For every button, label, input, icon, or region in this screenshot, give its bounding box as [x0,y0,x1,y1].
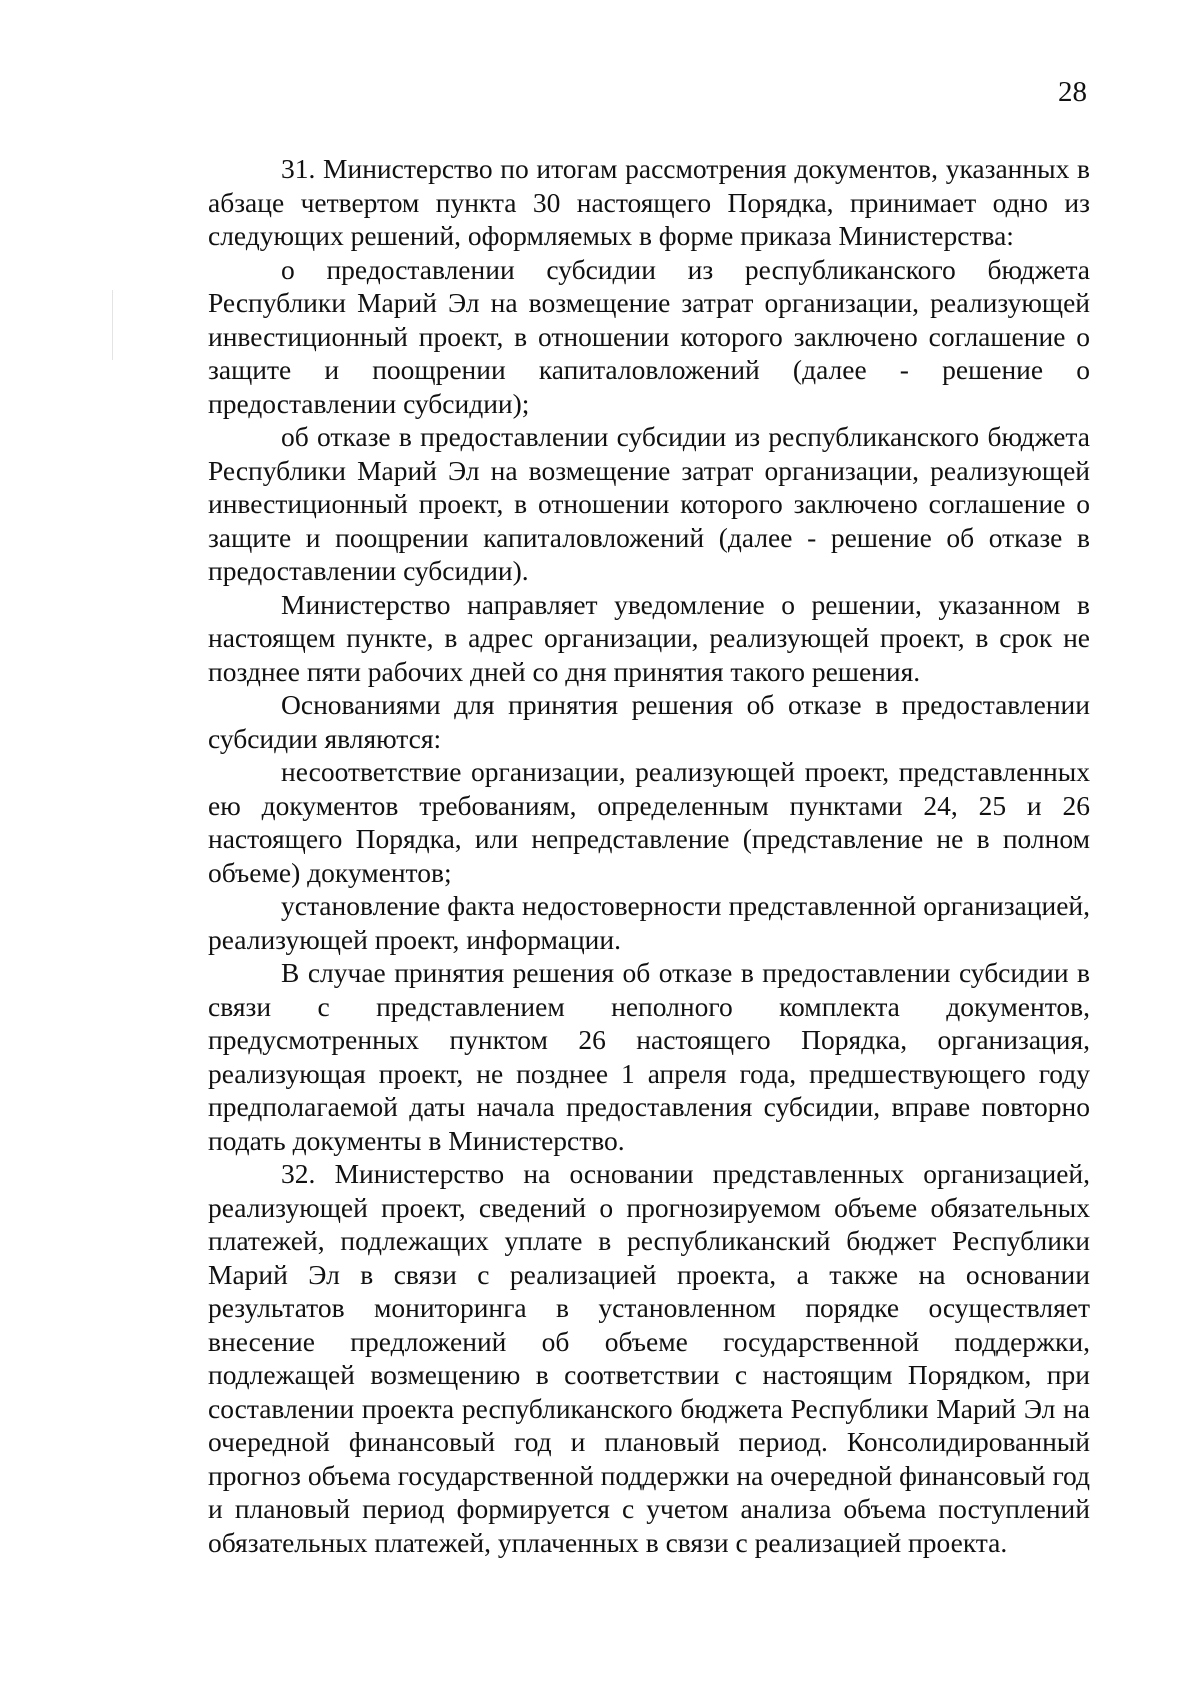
paragraph-notification: Министерство направляет уведомление о решении, указанном в настоящем пункте, в адрес организации, реализующей проект, в срок не позднее пяти рабочих дней со дня принятия такого решения. [208,588,1090,687]
paragraph-decision-refusal: об отказе в предоставлении субсидии из республиканского бюджета Республики Марий Эл на возмещение затрат организации, реализующей инвестиционный проект, в отношении которого заключено соглашение о защите и поощрении капиталовложений (далее - решение об отказе в предоставлении субсидии). [208,421,1090,586]
paragraph-ground-noncompliance: несоответствие организации, реализующей проект, представленных ею документов требованиям, определенным пунктами 24, 25 и 26 настоящего Порядка, или непредставление (представление не в полном объеме) документов; [208,756,1090,888]
paragraph-31-intro: 31. Министерство по итогам рассмотрения документов, указанных в абзаце четвертом пункта 30 настоящего Порядка, принимает одно из следующих решений, оформляемых в форме приказа Министерства: [208,153,1090,251]
document-body [208,152,1090,1559]
paragraph-32: 32. Министерство на основании представленных организацией, реализующей проект, сведений о прогнозируемом объеме обязательных платежей, подлежащих уплате в республиканский бюджет Республики Марий Эл в связи с реализацией проекта, а также на основании результатов мониторинга в установленном порядке осуществляет внесение предложений об объеме государственной поддержки, подлежащей возмещению в соответствии с настоящим Порядком, при составлении проекта республиканского бюджета Республики Марий Эл на очередной финансовый год и плановый период. Консолидированный прогноз объема государственной поддержки на очередной финансовый год и плановый период формируется с учетом анализа объема поступлений обязательных платежей, уплаченных в связи с реализацией проекта. [208,1158,1090,1558]
scan-edge-mark [112,290,113,360]
paragraph-ground-false-info: установление факта недостоверности представленной организацией, реализующей проект, информации. [208,890,1090,955]
paragraph-resubmission: В случае принятия решения об отказе в предоставлении субсидии в связи с представлением неполного комплекта документов, предусмотренных пунктом 26 настоящего Порядка, организация, реализующая проект, не позднее 1 апреля года, предшествующего году предполагаемой даты начала предоставления субсидии, вправе повторно подать документы в Министерство. [208,957,1090,1156]
page-number: 28 [1058,76,1087,108]
paragraph-decision-grant: о предоставлении субсидии из республиканского бюджета Республики Марий Эл на возмещение затрат организации, реализующей инвестиционный проект, в отношении которого заключено соглашение о защите и поощрении капиталовложений (далее - решение о предоставлении субсидии); [208,253,1090,419]
paragraph-refusal-grounds: Основаниями для принятия решения об отказе в предоставлении субсидии являются: [208,689,1090,754]
